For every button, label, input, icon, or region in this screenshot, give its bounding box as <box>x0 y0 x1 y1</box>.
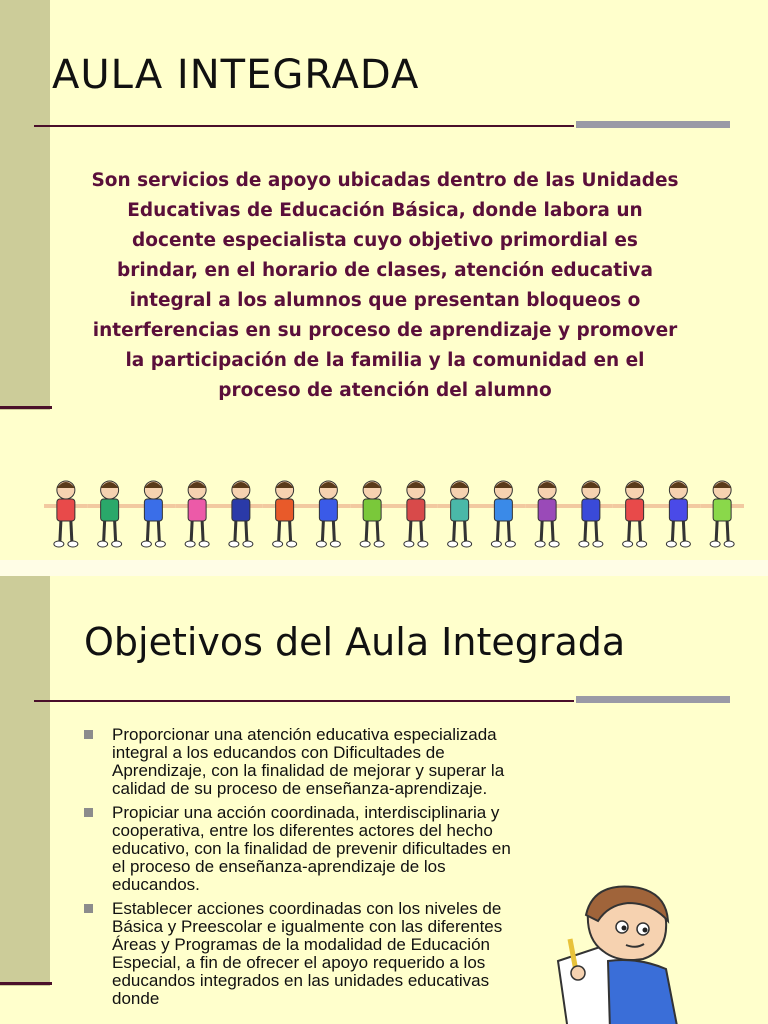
child-figure <box>438 481 482 547</box>
objective-text: Establecer acciones coordinadas con los niveles de Básica y Preescolar e igualmente con las diferentes Áreas y Programas de la modalidad de Educación Especial, a fin de ofrecer el apoyo requerido a los educandos integrados en las unidades educativas donde <box>112 899 503 1008</box>
children-holding-hands-illustration <box>44 476 744 552</box>
title-rule <box>34 700 574 702</box>
objectives-list <box>84 726 514 1014</box>
objective-text: Propiciar una acción coordinada, interdisciplinaria y cooperativa, entre los diferentes actores del hecho educativo, con la finalidad de prevenir dificultades en el proceso de enseñanza-aprendizaje de los educandos. <box>112 803 511 894</box>
objective-item <box>84 804 514 894</box>
child-figure <box>44 481 88 547</box>
child-figure <box>700 481 744 547</box>
title-rule-accent <box>576 696 730 703</box>
slide-title: AULA INTEGRADA <box>52 52 420 98</box>
square-bullet-icon <box>84 904 93 913</box>
child-figure <box>569 481 613 547</box>
child-figure <box>482 481 526 547</box>
sidebar-rule <box>0 982 52 985</box>
objective-text: Proporcionar una atención educativa especializada integral a los educandos con Dificultades de Aprendizaje, con la finalidad de mejorar y superar la calidad de su proceso de enseñanza-aprendizaje. <box>112 725 505 798</box>
slide-title: Objetivos del Aula Integrada <box>84 620 626 664</box>
child-figure <box>132 481 176 547</box>
title-rule <box>34 125 574 127</box>
child-figure <box>350 481 394 547</box>
child-figure <box>263 481 307 547</box>
student-writing-illustration <box>548 881 688 1024</box>
child-figure <box>307 481 351 547</box>
child-figure <box>613 481 657 547</box>
square-bullet-icon <box>84 730 93 739</box>
objective-item <box>84 726 514 798</box>
child-figure <box>394 481 438 547</box>
slide-body-text: Son servicios de apoyo ubicadas dentro de las Unidades Educativas de Educación Básica, donde labora un docente especialista cuyo objetivo primordial es brindar, en el horario de clases, atención educativa integral a los alumnos que presentan bloqueos o interferencias en su proceso de aprendizaje y promover la participación de la familia y la comunidad en el proceso de atención del alumno <box>91 170 679 401</box>
child-figure <box>525 481 569 547</box>
sidebar-band <box>0 576 50 986</box>
square-bullet-icon <box>84 808 93 817</box>
child-figure <box>175 481 219 547</box>
sidebar-rule <box>0 406 52 409</box>
child-figure <box>88 481 132 547</box>
child-figure <box>657 481 701 547</box>
title-rule-accent <box>576 121 730 128</box>
child-figure <box>219 481 263 547</box>
objective-item <box>84 900 514 1008</box>
slide-objetivos <box>0 576 768 1024</box>
sidebar-band <box>0 0 50 410</box>
